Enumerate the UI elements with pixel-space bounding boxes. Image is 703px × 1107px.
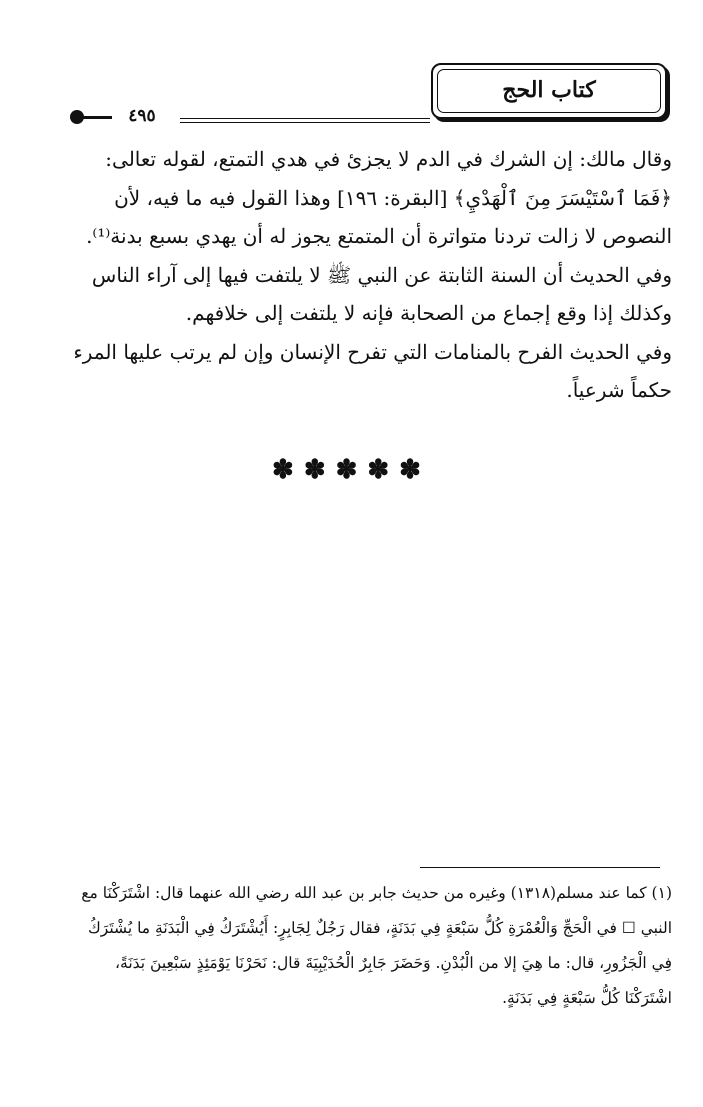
paragraph: وفي الحديث أن السنة الثابتة عن النبي ﷺ لا يلتفت فيها إلى آراء الناس وكذلك إذا وقع إجماع من الصحابة فإنه لا يلتفت إلى خلافهم. xyxy=(91,262,672,325)
footnote-rule xyxy=(420,867,660,868)
paragraph: وقال مالك: إن الشرك في الدم لا يجزئ في هدي التمتع، لقوله تعالى: ﴿فَمَا ٱسْتَيْسَرَ مِنَ ٱلْهَدْيِ﴾ [البقرة: ١٩٦] وهذا القول فيه ما فيه، لأن النصوص لا زالت تردنا متواترة أن المتمتع يجوز له أن يهدي بسبع بدنة⁽¹⁾. xyxy=(86,147,672,248)
main-text xyxy=(72,140,672,410)
chapter-title-frame xyxy=(431,63,667,119)
footnote-text: (١) كما عند مسلم(١٣١٨) وغيره من حديث جابر بن عبد الله رضي الله عنهما قال: اشْتَرَكْنَا مع النبي ☐ في الْحَجِّ وَالْعُمْرَةِ كُلُّ سَبْعَةٍ فِي بَدَنَةٍ، فقال رَجُلٌ لِجَابِرٍ: أَيُشْتَرَكُ فِي الْبَدَنَةِ ما يُشْتَرَكُ فِي الْجَزُورِ، قال: ما هِيَ إلا من الْبُدْنِ. وَحَضَرَ جَابِرٌ الْحُدَيْبِيَةَ قال: نَحَرْنَا يَوْمَئِذٍ سَبْعِينَ بَدَنَةً، اشْتَرَكْنَا كُلُّ سَبْعَةٍ فِي بَدَنَةٍ. xyxy=(81,884,672,1007)
section-separator: ✽✽✽✽✽ xyxy=(272,455,431,485)
chapter-title: كتاب الحج xyxy=(502,77,596,103)
footnote xyxy=(72,876,672,1016)
header-ornament-dot xyxy=(70,110,84,124)
header-ornament-line xyxy=(82,116,112,119)
paragraph: وفي الحديث الفرح بالمنامات التي تفرح الإنسان وإن لم يرتب عليها المرء حكماً شرعياً. xyxy=(73,339,672,402)
header-rule xyxy=(180,118,430,119)
header-rule-double xyxy=(180,122,430,123)
page-number: ٤٩٥ xyxy=(128,106,156,126)
